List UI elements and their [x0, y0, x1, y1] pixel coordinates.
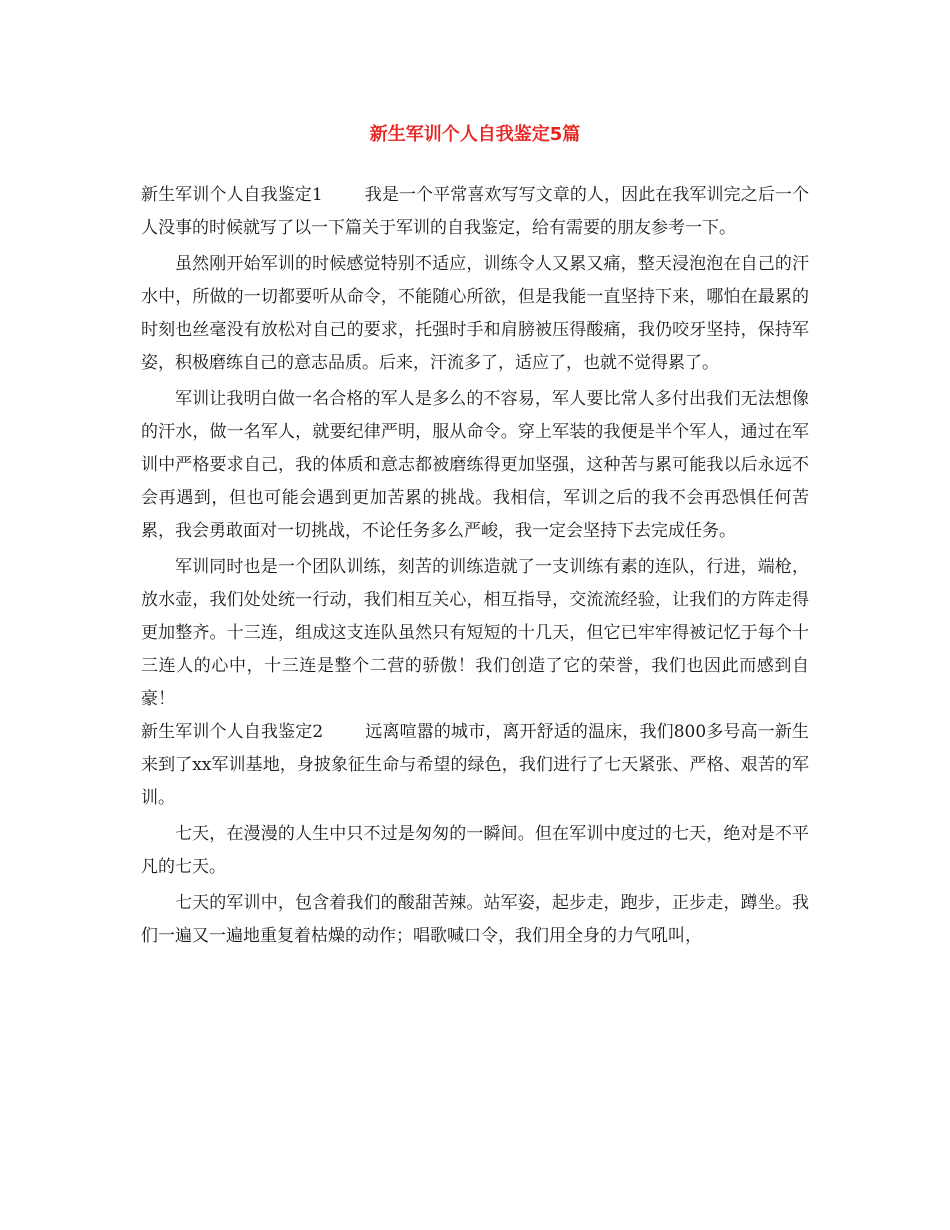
- document-title: 新生军训个人自我鉴定5篇: [369, 124, 581, 145]
- section-2-paragraph: 七天，在漫漫的人生中只不过是匆匆的一瞬间。但在军训中度过的七天，绝对是不平凡的七天。: [141, 824, 809, 877]
- section-1-paragraph: 军训让我明白做一名合格的军人是多么的不容易，军人要比常人多付出我们无法想像的汗水，做一名军人，就要纪律严明，服从命令。穿上军装的我便是半个军人，通过在军训中严格要求自己，我的体质和意志都被磨练得更加坚强，这种苦与累可能我以后永远不会再遇到，但也可能会遇到更加苦累的挑战。我相信，军训之后的我不会再恐惧任何苦累，我会勇敢面对一切挑战，不论任务多么严峻，我一定会坚持下去完成任务。: [141, 389, 809, 541]
- section-2-paragraph: 七天的军训中，包含着我们的酸甜苦辣。站军姿，起步走，跑步，正步走，蹲坐。我们一遍又一遍地重复着枯燥的动作；唱歌喊口令，我们用全身的力气吼叫，: [141, 893, 809, 946]
- section-2-intro: [141, 716, 809, 815]
- section-2-intro-text: 远离喧嚣的城市，离开舒适的温床，我们800多号高一新生来到了xx军训基地，身披象征生命与希望的绿色，我们进行了七天紧张、严格、艰苦的军训。: [141, 722, 809, 808]
- section-1-paragraph: 虽然刚开始军训的时候感觉特别不适应，训练令人又累又痛，整天浸泡泡在自己的汗水中，所做的一切都要听从命令，不能随心所欲，但是我能一直坚持下来，哪怕在最累的时刻也丝毫没有放松对自己的要求，托强时手和肩膀被压得酸痛，我仍咬牙坚持，保持军姿，积极磨练自己的意志品质。后来，汗流多了，适应了，也就不觉得累了。: [141, 254, 809, 373]
- document-body: [141, 179, 809, 956]
- section-1-intro: [141, 179, 809, 245]
- section-1-intro-text: 我是一个平常喜欢写写文章的人，因此在我军训完之后一个人没事的时候就写了以一下篇关于军训的自我鉴定，给有需要的朋友参考一下。: [141, 185, 809, 238]
- section-2-label: 新生军训个人自我鉴定2: [141, 722, 324, 742]
- section-1-label: 新生军训个人自我鉴定1: [141, 185, 323, 205]
- section-1-paragraph: 军训同时也是一个团队训练，刻苦的训练造就了一支训练有素的连队，行进，端枪，放水壶，我们处处统一行动，我们相互关心，相互指导，交流流经验，让我们的方阵走得更加整齐。十三连，组成这支连队虽然只有短短的十几天，但它已牢牢得被记忆于每个十三连人的心中，十三连是整个二营的骄傲！我们创造了它的荣誉，我们也因此而感到自豪！: [141, 557, 809, 709]
